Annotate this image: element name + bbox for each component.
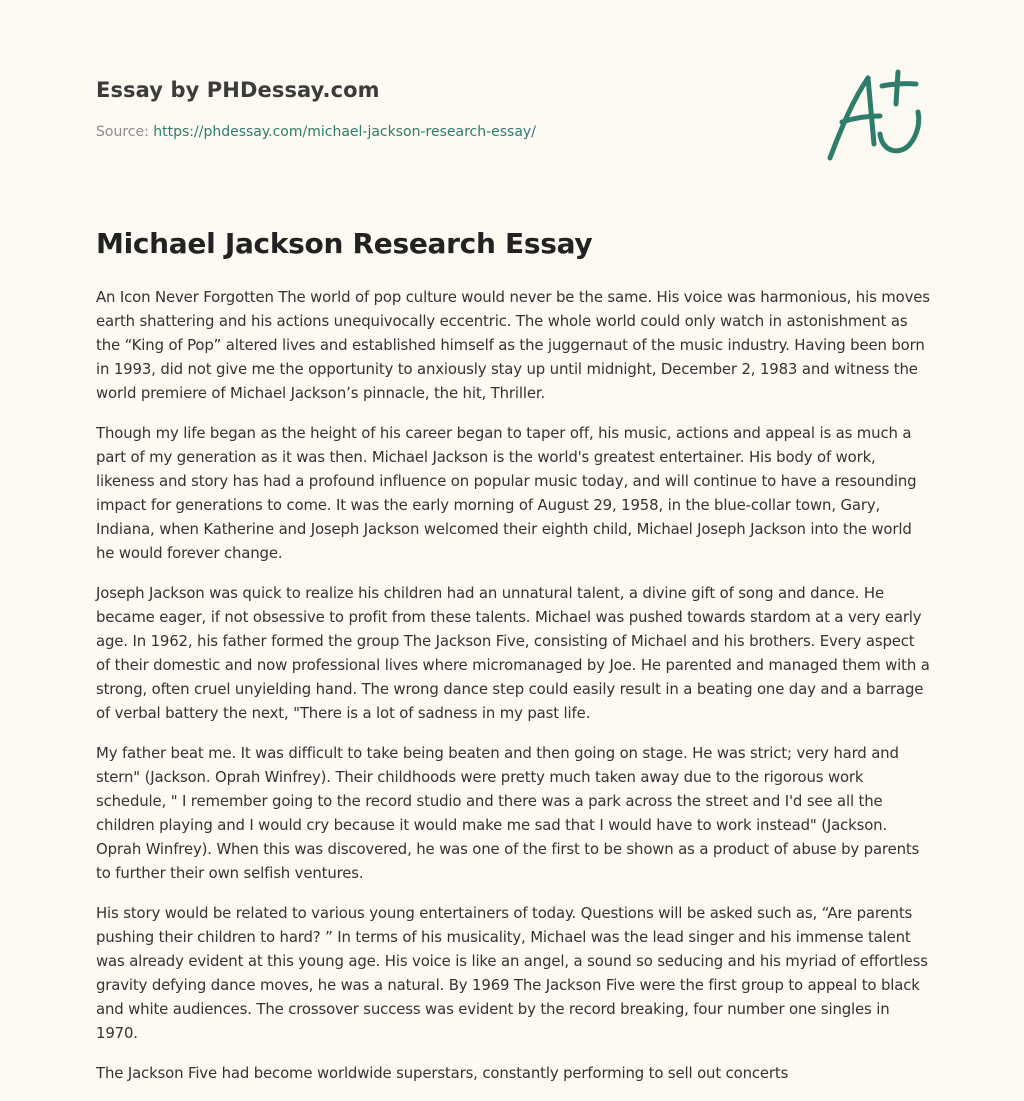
- essay-paragraph: My father beat me. It was difficult to take being beaten and then going on stage. He was strict; very hard and stern" (Jackson. Oprah Winfrey). Their childhoods were pretty much taken away due to the rigorous work schedule, " I remember going to the record studio and there was a park across the street and I'd see all the children playing and I would cry because it would make me sad that I would have to work instead" (Jackson. Oprah Winfrey). When this was discovered, he was one of the first to be shown as a product of abuse by parents to further their own selfish ventures.: [96, 744, 920, 882]
- essay-header: [96, 74, 796, 142]
- a-plus-logo-icon: [820, 66, 930, 166]
- essay-paragraph: His story would be related to various young entertainers of today. Questions will be asked such as, “Are parents pushing their children to hard? ” In terms of his musicality, Michael was the lead singer and his immense talent was already evident at this young age. His voice is like an angel, a sound so seducing and his myriad of effortless gravity defying dance moves, he was a natural. By 1969 The Jackson Five were the first group to appeal to black and white audiences. The crossover success was evident by the record breaking, four number one singles in 1970.: [96, 904, 928, 1042]
- essay-paragraph: An Icon Never Forgotten The world of pop culture would never be the same. His voice was harmonious, his moves earth shattering and his actions unequivocally eccentric. The whole world could only watch in astonishment as the “King of Pop” altered lives and established himself as the juggernaut of the music industry. Having been born in 1993, did not give me the opportunity to anxiously stay up until midnight, December 2, 1983 and witness the world premiere of Michael Jackson’s pinnacle, the hit, Thriller.: [96, 288, 930, 402]
- essay-title: Michael Jackson Research Essay: [96, 227, 593, 260]
- site-title: Essay by PHDessay.com: [96, 78, 380, 102]
- essay-paragraph: Though my life began as the height of his career began to taper off, his music, actions and appeal is as much a part of my generation as it was then. Michael Jackson is the world's greatest entertainer. His body of work, likeness and story has had a profound influence on popular music today, and will continue to have a resounding impact for generations to come. It was the early morning of August 29, 1958, in the blue-collar town, Gary, Indiana, when Katherine and Joseph Jackson welcomed their eighth child, Michael Joseph Jackson into the world he would forever change.: [96, 424, 917, 562]
- source-line: [96, 122, 796, 142]
- essay-paragraph: Joseph Jackson was quick to realize his children had an unnatural talent, a divine gift of song and dance. He became eager, if not obsessive to profit from these talents. Michael was pushed towards stardom at a very early age. In 1962, his father formed the group The Jackson Five, consisting of Michael and his brothers. Every aspect of their domestic and now professional lives where micromanaged by Joe. He parented and managed them with a strong, often cruel unyielding hand. The wrong dance step could easily result in a beating one day and a barrage of verbal battery the next, "There is a lot of sadness in my past life.: [96, 584, 930, 722]
- source-link[interactable]: https://phdessay.com/michael-jackson-research-essay/: [153, 124, 536, 140]
- essay-paragraph: The Jackson Five had become worldwide superstars, constantly performing to sell out concerts: [96, 1064, 789, 1082]
- source-label: Source:: [96, 124, 149, 140]
- essay-body: [96, 285, 932, 1101]
